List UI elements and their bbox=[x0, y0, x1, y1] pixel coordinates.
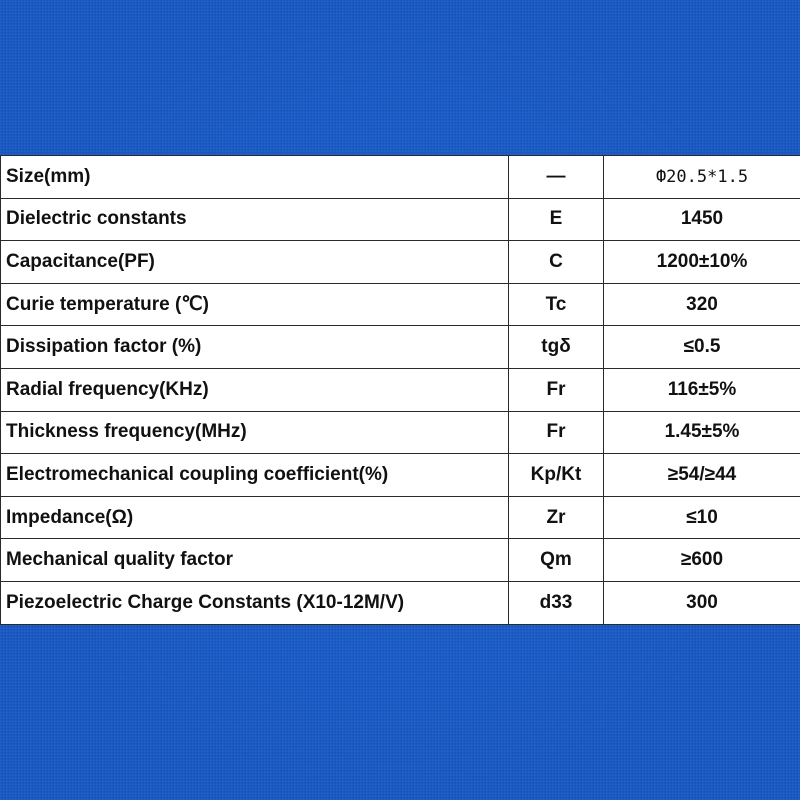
parameter-value: 300 bbox=[604, 581, 800, 624]
parameter-value: 1.45±5% bbox=[604, 411, 800, 454]
table-row bbox=[1, 156, 800, 199]
table-row bbox=[1, 581, 800, 624]
parameter-symbol: Fr bbox=[509, 411, 604, 454]
parameter-name: Thickness frequency(MHz) bbox=[1, 411, 509, 454]
parameter-symbol: tgδ bbox=[509, 326, 604, 369]
parameter-symbol: — bbox=[509, 156, 604, 199]
parameter-name: Size(mm) bbox=[1, 156, 509, 199]
table-row bbox=[1, 326, 800, 369]
parameter-name: Mechanical quality factor bbox=[1, 539, 509, 582]
parameter-value: ≤0.5 bbox=[604, 326, 800, 369]
table-row bbox=[1, 411, 800, 454]
parameter-name: Electromechanical coupling coefficient(%) bbox=[1, 454, 509, 497]
parameter-value: 1200±10% bbox=[604, 241, 800, 284]
parameter-symbol: C bbox=[509, 241, 604, 284]
parameter-symbol: d33 bbox=[509, 581, 604, 624]
parameter-symbol: E bbox=[509, 198, 604, 241]
parameter-value: 320 bbox=[604, 283, 800, 326]
parameter-symbol: Qm bbox=[509, 539, 604, 582]
parameter-name: Piezoelectric Charge Constants (X10-12M/V) bbox=[1, 581, 509, 624]
parameter-value: ≥600 bbox=[604, 539, 800, 582]
parameter-value: 1450 bbox=[604, 198, 800, 241]
parameter-value: Ф20.5*1.5 bbox=[604, 156, 800, 199]
spec-table bbox=[0, 155, 800, 625]
table-row bbox=[1, 283, 800, 326]
parameter-symbol: Tc bbox=[509, 283, 604, 326]
table-row bbox=[1, 496, 800, 539]
parameter-name: Impedance(Ω) bbox=[1, 496, 509, 539]
parameter-name: Radial frequency(KHz) bbox=[1, 368, 509, 411]
table-row bbox=[1, 241, 800, 284]
parameter-symbol: Zr bbox=[509, 496, 604, 539]
parameter-name: Dissipation factor (%) bbox=[1, 326, 509, 369]
table-row bbox=[1, 539, 800, 582]
parameter-symbol: Fr bbox=[509, 368, 604, 411]
parameter-symbol: Kp/Kt bbox=[509, 454, 604, 497]
table-row bbox=[1, 198, 800, 241]
parameter-value: ≤10 bbox=[604, 496, 800, 539]
parameter-name: Capacitance(PF) bbox=[1, 241, 509, 284]
parameter-value: 116±5% bbox=[604, 368, 800, 411]
parameter-value: ≥54/≥44 bbox=[604, 454, 800, 497]
parameter-name: Curie temperature (℃) bbox=[1, 283, 509, 326]
parameter-name: Dielectric constants bbox=[1, 198, 509, 241]
table-row bbox=[1, 368, 800, 411]
table-row bbox=[1, 454, 800, 497]
